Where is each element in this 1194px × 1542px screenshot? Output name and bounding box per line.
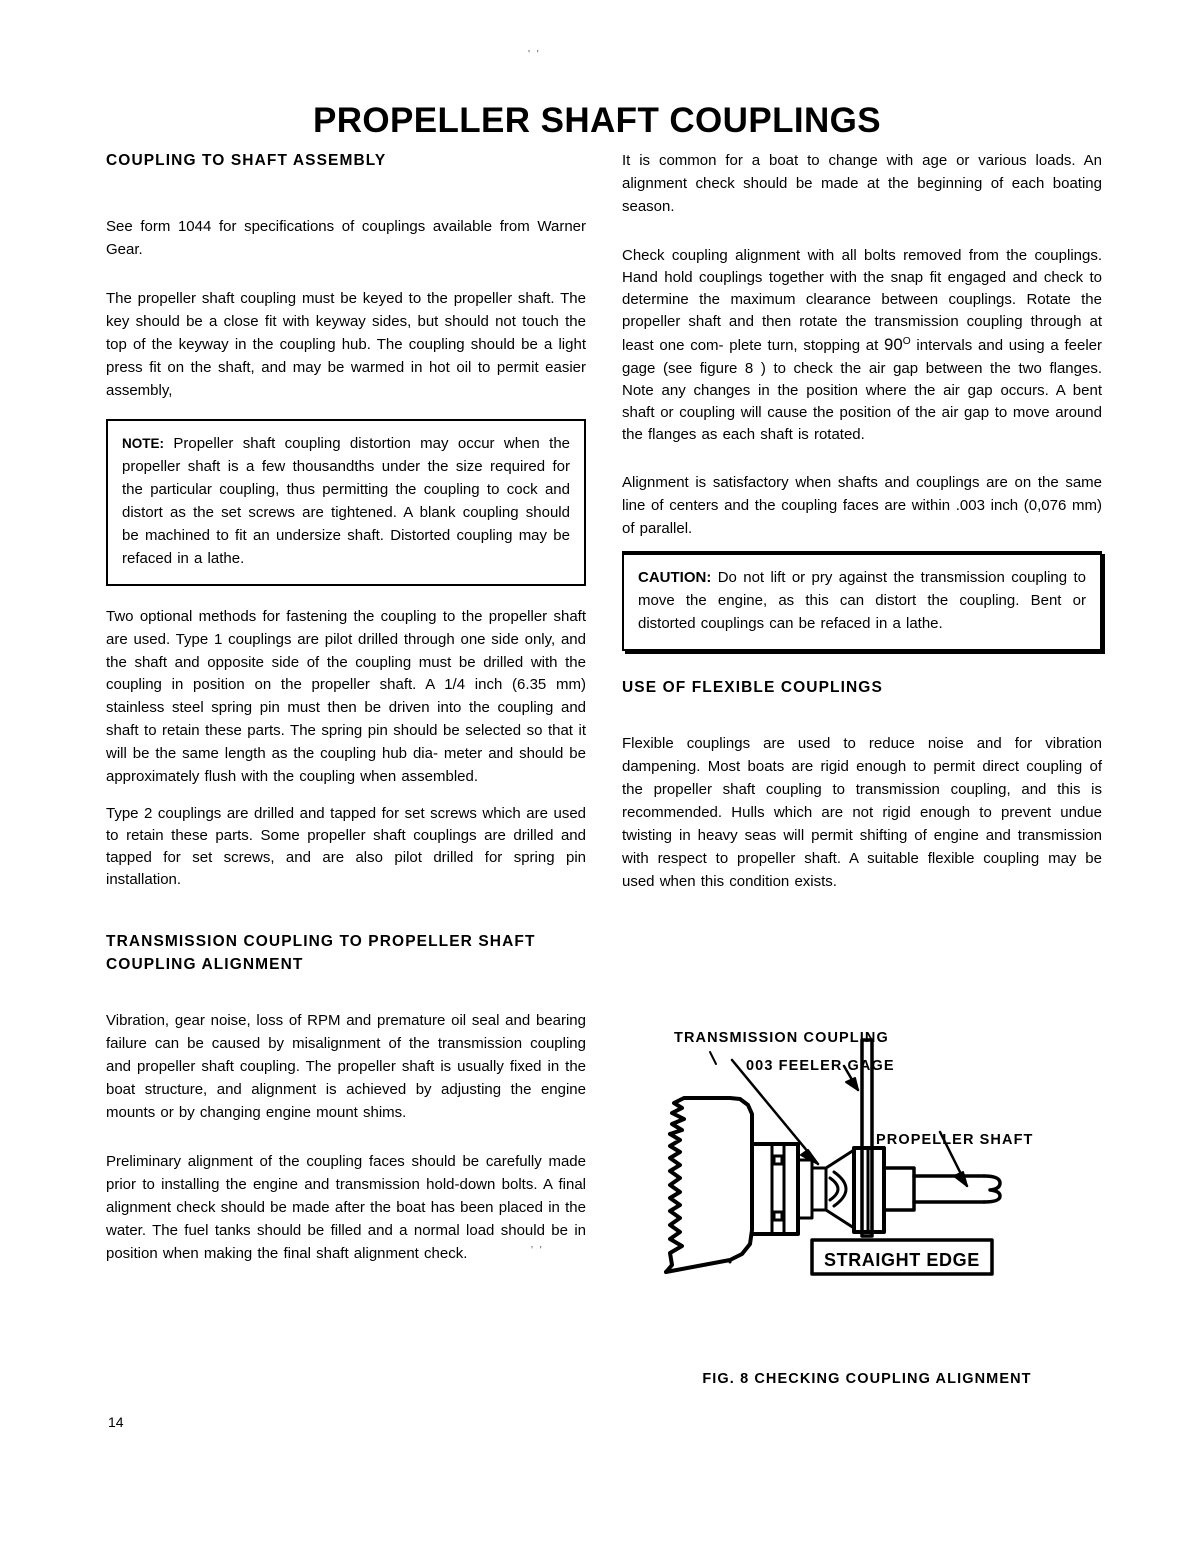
check-alignment-text-part-b: intervals and using a feeler gage (see figure 8 ) to check the air gap between the two flanges. Note any changes in the position where the air gap occurs. A bent shaft or coupling will cause the position of the air gap to move around the flanges as each shaft is rotated.	[622, 337, 1102, 443]
section-heading-coupling-to-shaft-assembly: COUPLING TO SHAFT ASSEMBLY	[106, 152, 387, 169]
section-heading-transmission-alignment-line1: TRANSMISSION COUPLING TO PROPELLER SHAFT	[106, 933, 536, 951]
paragraph-check-coupling-alignment	[622, 245, 1102, 446]
figure-label-propeller-shaft: PROPELLER SHAFT	[876, 1132, 1034, 1148]
note-callout-box	[106, 419, 586, 586]
check-alignment-text-part-a: Check coupling alignment with all bolts removed from the couplings. Hand hold couplings together with the snap fit engaged and check to determine the maximum clearance between couplings. Rotate the propeller shaft and then rotate the transmission coupling through at least one com- plete turn, stopping at	[622, 246, 1102, 354]
figure-label-transmission-coupling: TRANSMISSION COUPLING	[674, 1030, 889, 1046]
note-lead-label: NOTE:	[122, 436, 164, 452]
scan-artifact-left-column: ' '	[531, 1243, 544, 1256]
paragraph-propeller-shaft-keyed: The propeller shaft coupling must be keyed to the propeller shaft. The key should be a close fit with keyway sides, but should not touch the top of the keyway in the coupling hub. The coupling should be a light press fit on the shaft, and may be warmed in hot oil to permit easier assembly,	[106, 290, 586, 400]
figure-coupling-alignment-diagram	[622, 1020, 1112, 1360]
paragraph-common-for-boat: It is common for a boat to change with age or various loads. An alignment check should be made at the beginning of each boating season.	[622, 152, 1102, 215]
figure-8-container	[622, 1020, 1112, 1387]
paragraph-vibration-gear-noise: Vibration, gear noise, loss of RPM and premature oil seal and bearing failure can be caused by misalignment of the transmission coupling and propeller shaft coupling. The propeller shaft is usually fixed in the boat structure, and alignment is achieved by adjusting the engine mounts or by changing engine mount shims.	[106, 1012, 586, 1122]
left-column	[106, 150, 586, 1266]
section-heading-transmission-alignment-line2: COUPLING ALIGNMENT	[106, 955, 304, 973]
section-heading-use-of-flexible-couplings: USE OF FLEXIBLE COUPLINGS	[622, 678, 883, 696]
paragraph-see-form-1044: See form 1044 for specifications of couplings available from Warner Gear.	[106, 218, 586, 259]
scan-artifact-top: ' '	[528, 48, 541, 60]
page-number: 14	[108, 1414, 124, 1430]
paragraph-preliminary-alignment: Preliminary alignment of the coupling faces should be carefully made prior to installing the engine and transmission hold-down bolts. A final alignment check should be made after the boat has been placed in the water. The fuel tanks should be filled and a normal load should be in position when making the final shaft alignment check.	[106, 1152, 586, 1262]
paragraph-alignment-satisfactory: Alignment is satisfactory when shafts and couplings are on the same line of centers and the coupling faces are within .003 inch (0,076 mm) of parallel.	[622, 473, 1102, 537]
figure-label-straight-edge: STRAIGHT EDGE	[824, 1250, 980, 1270]
figure-caption: FIG. 8 CHECKING COUPLING ALIGNMENT	[702, 1371, 1032, 1387]
right-column	[622, 150, 1102, 894]
caution-body-text: Do not lift or pry against the transmission coupling to move the engine, as this can distort the coupling. Bent or distorted couplings can be refaced in a lathe.	[638, 568, 1086, 632]
note-text	[122, 433, 570, 571]
note-body-text: Propeller shaft coupling distortion may occur when the propeller shaft is a few thousandths under the size required for the particular coupling, thus permitting the coupling to cock and distort as the set screws are tightened. A blank coupling should be machined to fit an undersize shaft. Distorted coupling may be refaced in a lathe.	[122, 435, 570, 567]
caution-text	[638, 567, 1086, 636]
degree-symbol: O	[902, 336, 911, 347]
degree-value: 90	[884, 335, 903, 354]
caution-lead-label: CAUTION:	[638, 568, 712, 586]
paragraph-flexible-couplings: Flexible couplings are used to reduce noise and for vibration dampening. Most boats are rigid enough to permit direct coupling of the propeller shaft coupling to transmission coupling, and this is recommended. Hulls which are not rigid enough to prevent undue twisting in heavy seas will permit shifting of engine and transmission with respect to propeller shaft. A suitable flexible coupling may be used when this condition exists.	[622, 734, 1102, 890]
figure-label-feeler-gage: 003 FEELER GAGE	[746, 1058, 895, 1074]
paragraph-type-2-couplings: Type 2 couplings are drilled and tapped for set screws which are used to retain these parts. Some propeller shaft couplings are drilled and tapped for set screws, and are also pilot drilled for spring pin installation.	[106, 805, 586, 889]
page-title: PROPELLER SHAFT COUPLINGS	[312, 101, 882, 141]
paragraph-two-optional-methods: Two optional methods for fastening the coupling to the propeller shaft are used. Type 1 couplings are pilot drilled through one side only, and the shaft and opposite side of the coupling must be drilled with the coupling in position on the propeller shaft. A 1/4 inch (6.35 mm) stainless steel spring pin must then be driven into the coupling and shaft to retain these parts. The spring pin should be selected so that it will be the same length as the coupling hub dia- meter and should be approximately flush with the coupling when assembled.	[106, 607, 586, 786]
caution-callout-box	[622, 551, 1102, 651]
